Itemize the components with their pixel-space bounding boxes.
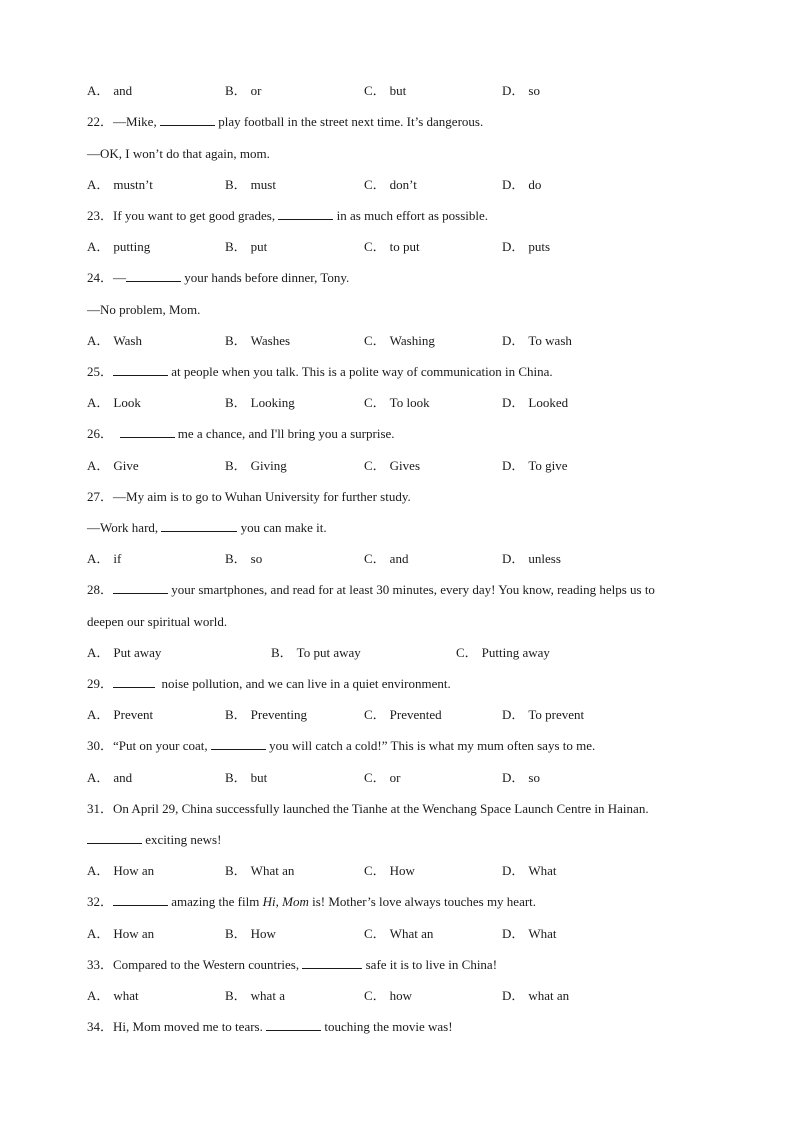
q23-blank[interactable] bbox=[278, 207, 333, 220]
q24-option-c[interactable]: C． Washing bbox=[364, 333, 435, 348]
q21-options bbox=[87, 82, 734, 100]
q22-option-b[interactable]: B． must bbox=[225, 177, 276, 192]
q26-option-d[interactable]: D． To give bbox=[502, 458, 568, 473]
q26-option-b[interactable]: B． Giving bbox=[225, 458, 287, 473]
q24-blank[interactable] bbox=[126, 269, 181, 282]
q31-option-a[interactable]: A． How an bbox=[87, 863, 155, 878]
q23-stem: 23．If you want to get good grades, in as much effort as possible. bbox=[87, 208, 489, 223]
q28-stem: 28． your smartphones, and read for at least 30 minutes, every day! You know, reading helps us to bbox=[87, 582, 655, 597]
q26-option-c[interactable]: C． Gives bbox=[364, 458, 421, 473]
q25-option-a[interactable]: A． Look bbox=[87, 395, 141, 410]
q32-option-a[interactable]: A． How an bbox=[87, 926, 155, 941]
q30-option-b[interactable]: B． but bbox=[225, 770, 268, 785]
q28-option-b[interactable]: B． To put away bbox=[271, 645, 361, 660]
q22-options bbox=[87, 176, 734, 194]
q33-options bbox=[87, 987, 734, 1005]
q23-options bbox=[87, 238, 734, 256]
q28-blank[interactable] bbox=[113, 581, 168, 594]
q25-option-d[interactable]: D． Looked bbox=[502, 395, 569, 410]
q33-option-a[interactable]: A． what bbox=[87, 988, 139, 1003]
q34-blank[interactable] bbox=[266, 1018, 321, 1031]
q26-options bbox=[87, 457, 734, 475]
q31-stem: 31．On April 29, China successfully launched the Tianhe at the Wenchang Space Launch Centre in Hainan. bbox=[87, 801, 649, 816]
q33-blank[interactable] bbox=[302, 956, 362, 969]
q29-blank[interactable] bbox=[113, 675, 155, 688]
q28-stem-cont: deepen our spiritual world. bbox=[87, 614, 228, 629]
q23-option-a[interactable]: A． putting bbox=[87, 239, 151, 254]
q21-option-c[interactable]: C． but bbox=[364, 83, 407, 98]
q25-blank[interactable] bbox=[113, 363, 168, 376]
q29-option-c[interactable]: C． Prevented bbox=[364, 707, 442, 722]
q24-stem: 24．— your hands before dinner, Tony. bbox=[87, 270, 350, 285]
q32-blank[interactable] bbox=[113, 893, 168, 906]
q27-blank[interactable] bbox=[161, 519, 237, 532]
q27-reply: —Work hard, you can make it. bbox=[87, 520, 327, 535]
q25-stem: 25． at people when you talk. This is a polite way of communication in China. bbox=[87, 364, 553, 379]
q30-stem: 30．“Put on your coat, you will catch a cold!” This is what my mum often says to me. bbox=[87, 738, 596, 753]
q27-option-c[interactable]: C． and bbox=[364, 551, 409, 566]
q31-stem-cont: exciting news! bbox=[87, 831, 734, 849]
q29-option-d[interactable]: D． To prevent bbox=[502, 707, 585, 722]
q32-option-b[interactable]: B． How bbox=[225, 926, 276, 941]
q32-option-c[interactable]: C． What an bbox=[364, 926, 434, 941]
q22-stem: 22．—Mike, play football in the street next time. It’s dangerous. bbox=[87, 114, 484, 129]
q28-options bbox=[87, 644, 734, 662]
q30-option-d[interactable]: D． so bbox=[502, 770, 540, 785]
q32-option-d[interactable]: D． What bbox=[502, 926, 557, 941]
q22-option-d[interactable]: D． do bbox=[502, 177, 542, 192]
q31-option-b[interactable]: B． What an bbox=[225, 863, 295, 878]
q27-option-b[interactable]: B． so bbox=[225, 551, 263, 566]
q30-blank[interactable] bbox=[211, 737, 266, 750]
q29-stem: 29． noise pollution, and we can live in a quiet environment. bbox=[87, 676, 451, 691]
q23-option-c[interactable]: C． to put bbox=[364, 239, 420, 254]
q22-reply: —OK, I won’t do that again, mom. bbox=[87, 146, 270, 161]
q27-options bbox=[87, 550, 734, 568]
q33-option-d[interactable]: D． what an bbox=[502, 988, 570, 1003]
q32-options bbox=[87, 925, 734, 943]
q24-reply: —No problem, Mom. bbox=[87, 302, 201, 317]
q31-option-c[interactable]: C． How bbox=[364, 863, 415, 878]
q22-option-c[interactable]: C． don’t bbox=[364, 177, 417, 192]
q24-option-a[interactable]: A． Wash bbox=[87, 333, 142, 348]
q24-option-b[interactable]: B． Washes bbox=[225, 333, 291, 348]
q25-options bbox=[87, 394, 734, 412]
q21-option-d[interactable]: D． so bbox=[502, 83, 540, 98]
q29-options bbox=[87, 706, 734, 724]
q26-option-a[interactable]: A． Give bbox=[87, 458, 139, 473]
q28-option-c[interactable]: C． Putting away bbox=[456, 645, 550, 660]
q30-options bbox=[87, 769, 734, 787]
q31-blank[interactable] bbox=[87, 831, 142, 844]
q30-option-c[interactable]: C． or bbox=[364, 770, 401, 785]
q23-option-b[interactable]: B． put bbox=[225, 239, 268, 254]
q23-option-d[interactable]: D． puts bbox=[502, 239, 551, 254]
q31-options bbox=[87, 862, 734, 880]
q30-option-a[interactable]: A． and bbox=[87, 770, 133, 785]
q34-stem: 34．Hi, Mom moved me to tears. touching the movie was! bbox=[87, 1019, 453, 1034]
q21-option-b[interactable]: B． or bbox=[225, 83, 262, 98]
film-title: Hi, Mom bbox=[262, 894, 309, 909]
q24-option-d[interactable]: D． To wash bbox=[502, 333, 572, 348]
q25-option-c[interactable]: C． To look bbox=[364, 395, 430, 410]
q27-option-d[interactable]: D． unless bbox=[502, 551, 561, 566]
q26-blank[interactable] bbox=[120, 425, 175, 438]
q27-stem: 27．—My aim is to go to Wuhan University for further study. bbox=[87, 489, 411, 504]
q25-option-b[interactable]: B． Looking bbox=[225, 395, 295, 410]
q29-option-b[interactable]: B． Preventing bbox=[225, 707, 307, 722]
q22-blank[interactable] bbox=[160, 113, 215, 126]
q32-stem: 32． amazing the film Hi, Mom is! Mother’s love always touches my heart. bbox=[87, 894, 537, 909]
q21-option-a[interactable]: A． and bbox=[87, 83, 133, 98]
q31-option-d[interactable]: D． What bbox=[502, 863, 557, 878]
q24-options bbox=[87, 332, 734, 350]
q33-option-c[interactable]: C． how bbox=[364, 988, 413, 1003]
q29-option-a[interactable]: A． Prevent bbox=[87, 707, 154, 722]
q27-option-a[interactable]: A． if bbox=[87, 551, 122, 566]
q22-option-a[interactable]: A． mustn’t bbox=[87, 177, 153, 192]
q33-option-b[interactable]: B． what a bbox=[225, 988, 285, 1003]
q33-stem: 33．Compared to the Western countries, safe it is to live in China! bbox=[87, 957, 498, 972]
q28-option-a[interactable]: A． Put away bbox=[87, 645, 162, 660]
q26-stem: 26． me a chance, and I'll bring you a surprise. bbox=[87, 426, 395, 441]
